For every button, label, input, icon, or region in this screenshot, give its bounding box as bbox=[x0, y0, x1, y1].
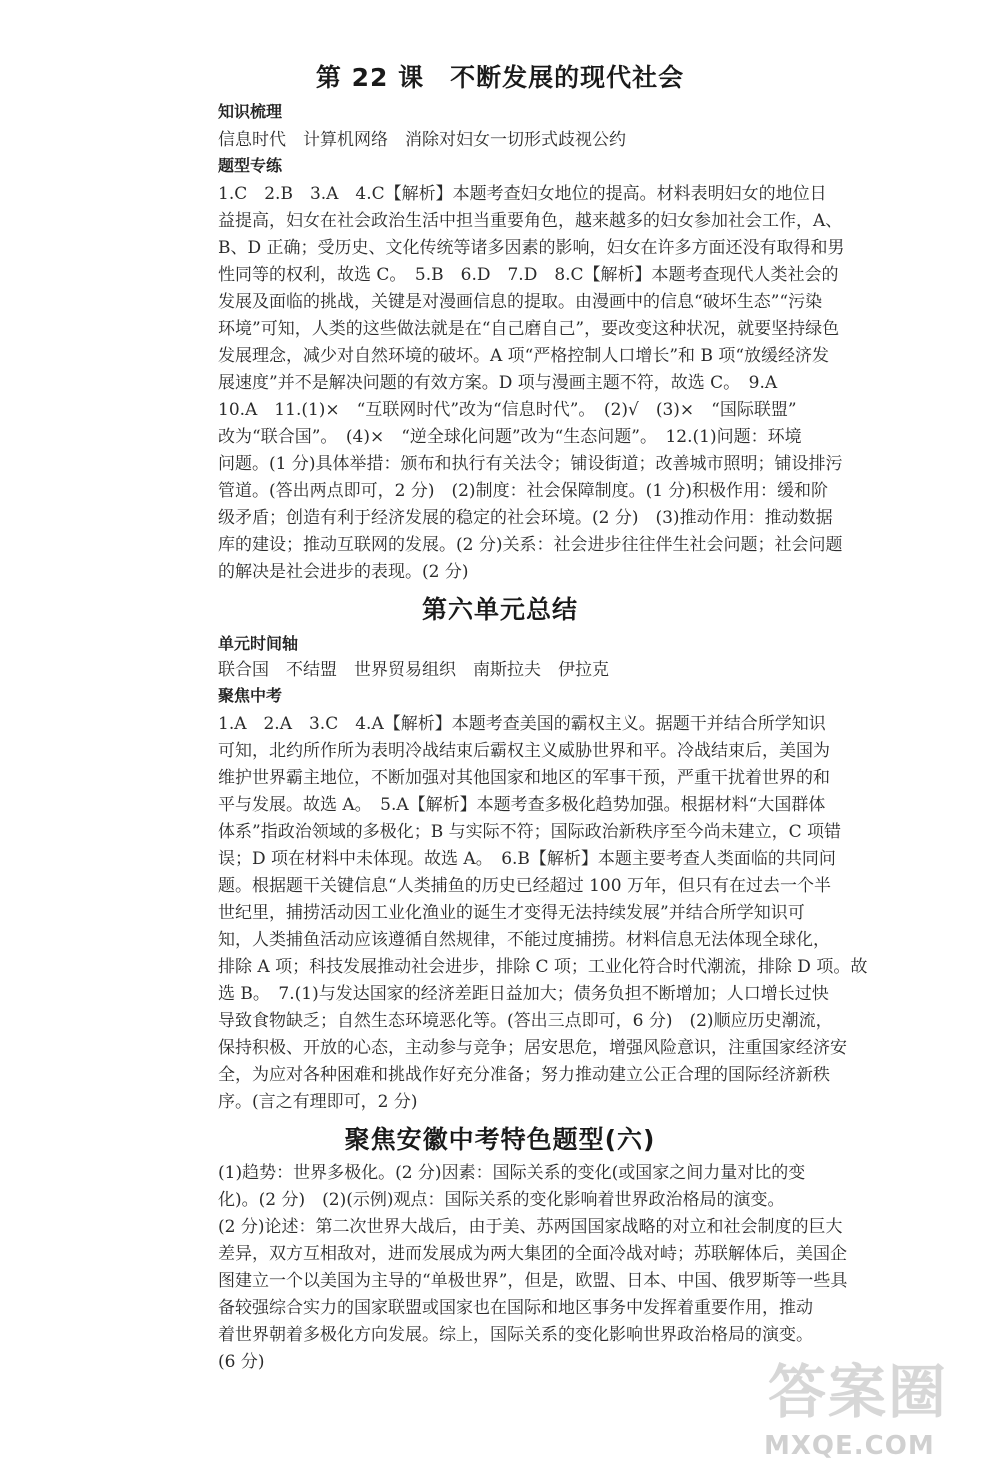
lesson-22-title: 第 22 课 不断发展的现代社会 bbox=[315, 63, 685, 92]
text-line: 库的建设；推动互联网的发展。(2 分)关系：社会进步往往伴生社会问题；社会问题 bbox=[218, 535, 843, 555]
text-line: 1.C 2.B 3.A 4.C【解析】本题考查妇女地位的提高。材料表明妇女的地位日 bbox=[218, 184, 827, 204]
text-line: 管道。(答出两点即可，2 分) (2)制度：社会保障制度。(1 分)积极作用：缓和阶 bbox=[218, 481, 829, 501]
text-line: (6 分) bbox=[218, 1352, 265, 1372]
site-watermark bbox=[750, 1345, 990, 1465]
text-line: 10.A 11.(1)× “互联网时代”改为“信息时代”。 (2)√ (3)× “国际联盟” bbox=[218, 400, 797, 420]
text-line: 维护世界霸主地位，不断加强对其他国家和地区的军事干预，严重干扰着世界的和 bbox=[218, 768, 830, 788]
text-line: 的解决是社会进步的表现。(2 分) bbox=[218, 562, 469, 582]
text-line: (1)趋势：世界多极化。(2 分)因素：国际关系的变化(或国家之间力量对比的变 bbox=[218, 1163, 806, 1183]
text-line: 发展理念，减少对自然环境的破坏。A 项“严格控制人口增长”和 B 项“放缓经济发 bbox=[218, 346, 830, 366]
text-line: 着世界朝着多极化方向发展。综上，国际关系的变化影响世界政治格局的演变。 bbox=[218, 1325, 813, 1345]
text-line: 信息时代 计算机网络 消除对妇女一切形式歧视公约 bbox=[218, 130, 626, 150]
text-line: 导致食物缺乏；自然生态环境恶化等。(答出三点即可，6 分) (2)顺应历史潮流， bbox=[218, 1011, 833, 1031]
focus-exam-heading: 聚焦中考 bbox=[218, 686, 283, 705]
text-line: 联合国 不结盟 世界贸易组织 南斯拉夫 伊拉克 bbox=[218, 660, 609, 680]
practice-heading: 题型专练 bbox=[218, 156, 283, 175]
text-line: 化)。(2 分) (2)(示例)观点：国际关系的变化影响着世界政治格局的演变。 bbox=[218, 1190, 785, 1210]
text-line: 差异，双方互相敌对，进而发展成为两大集团的全面冷战对峙；苏联解体后，美国企 bbox=[218, 1244, 847, 1264]
text-line: 全，为应对各种困难和挑战作好充分准备；努力推动建立公正合理的国际经济新秩 bbox=[218, 1065, 830, 1085]
text-line: 保持积极、开放的心态，主动参与竞争；居安思危，增强风险意识，注重国家经济安 bbox=[218, 1038, 847, 1058]
watermark-url: MXQE.COM bbox=[764, 1431, 935, 1461]
text-line: 可知，北约所作所为表明冷战结束后霸权主义威胁世界和平。冷战结束后，美国为 bbox=[218, 741, 830, 761]
unit-six-summary-title: 第六单元总结 bbox=[421, 595, 578, 624]
text-line: 发展及面临的挑战，关键是对漫画信息的提取。由漫画中的信息“破坏生态”“污染 bbox=[218, 292, 823, 312]
text-line: B、D 正确；受历史、文化传统等诸多因素的影响，妇女在许多方面还没有取得和男 bbox=[218, 238, 845, 258]
text-line: 世纪里，捕捞活动因工业化渔业的诞生才变得无法持续发展”并结合所学知识可 bbox=[218, 903, 805, 923]
text-line: 性同等的权利，故选 C。 5.B 6.D 7.D 8.C【解析】本题考查现代人类社会的 bbox=[218, 265, 839, 285]
text-line: 问题。(1 分)具体举措：颁布和执行有关法令；铺设街道；改善城市照明；铺设排污 bbox=[218, 454, 843, 474]
text-line: 题。根据题干关键信息“人类捕鱼的历史已经超过 100 万年，但只有在过去一个半 bbox=[218, 876, 831, 896]
text-line: 排除 A 项；科技发展推动社会进步，排除 C 项；工业化符合时代潮流，排除 D 项。故 bbox=[218, 957, 868, 977]
anhui-special-title: 聚焦安徽中考特色题型(六) bbox=[344, 1125, 656, 1154]
text-line: 选 B。 7.(1)与发达国家的经济差距日益加大；债务负担不断增加；人口增长过快 bbox=[218, 984, 829, 1004]
text-line: 级矛盾；创造有利于经济发展的稳定的社会环境。(2 分) (3)推动作用：推动数据 bbox=[218, 508, 833, 528]
text-line: 知，人类捕鱼活动应该遵循自然规律，不能过度捕捞。材料信息无法体现全球化， bbox=[218, 930, 830, 950]
timeline-heading: 单元时间轴 bbox=[218, 634, 299, 653]
text-line: (2 分)论述：第二次世界大战后，由于美、苏两国国家战略的对立和社会制度的巨大 bbox=[218, 1217, 843, 1237]
text-line: 环境”可知，人类的这些做法就是在“自己磨自己”，要改变这种状况，就要坚持绿色 bbox=[218, 319, 840, 339]
text-line: 备较强综合实力的国家联盟或国家也在国际和地区事务中发挥着重要作用，推动 bbox=[218, 1298, 813, 1318]
text-line: 平与发展。故选 A。 5.A【解析】本题考查多极化趋势加强。根据材料“大国群体 bbox=[218, 795, 826, 815]
text-line: 体系”指政治领域的多极化；B 与实际不符；国际政治新秩序至今尚未建立，C 项错 bbox=[218, 822, 841, 842]
knowledge-review-heading: 知识梳理 bbox=[218, 102, 283, 121]
watermark-logo-text: 答案圈 bbox=[768, 1358, 949, 1426]
text-line: 序。(言之有理即可，2 分) bbox=[218, 1092, 418, 1112]
text-line: 1.A 2.A 3.C 4.A【解析】本题考查美国的霸权主义。据题干并结合所学知识 bbox=[218, 714, 826, 734]
text-line: 展速度”并不是解决问题的有效方案。D 项与漫画主题不符，故选 C。 9.A bbox=[218, 373, 778, 393]
text-line: 图建立一个以美国为主导的“单极世界”，但是，欧盟、日本、中国、俄罗斯等一些具 bbox=[218, 1271, 848, 1291]
text-line: 改为“联合国”。 (4)× “逆全球化问题”改为“生态问题”。 12.(1)问题：环境 bbox=[218, 427, 802, 447]
text-line: 误；D 项在材料中未体现。故选 A。 6.B【解析】本题主要考查人类面临的共同问 bbox=[218, 849, 836, 869]
text-line: 益提高，妇女在社会政治生活中担当重要角色，越来越多的妇女参加社会工作，A、 bbox=[218, 211, 843, 231]
